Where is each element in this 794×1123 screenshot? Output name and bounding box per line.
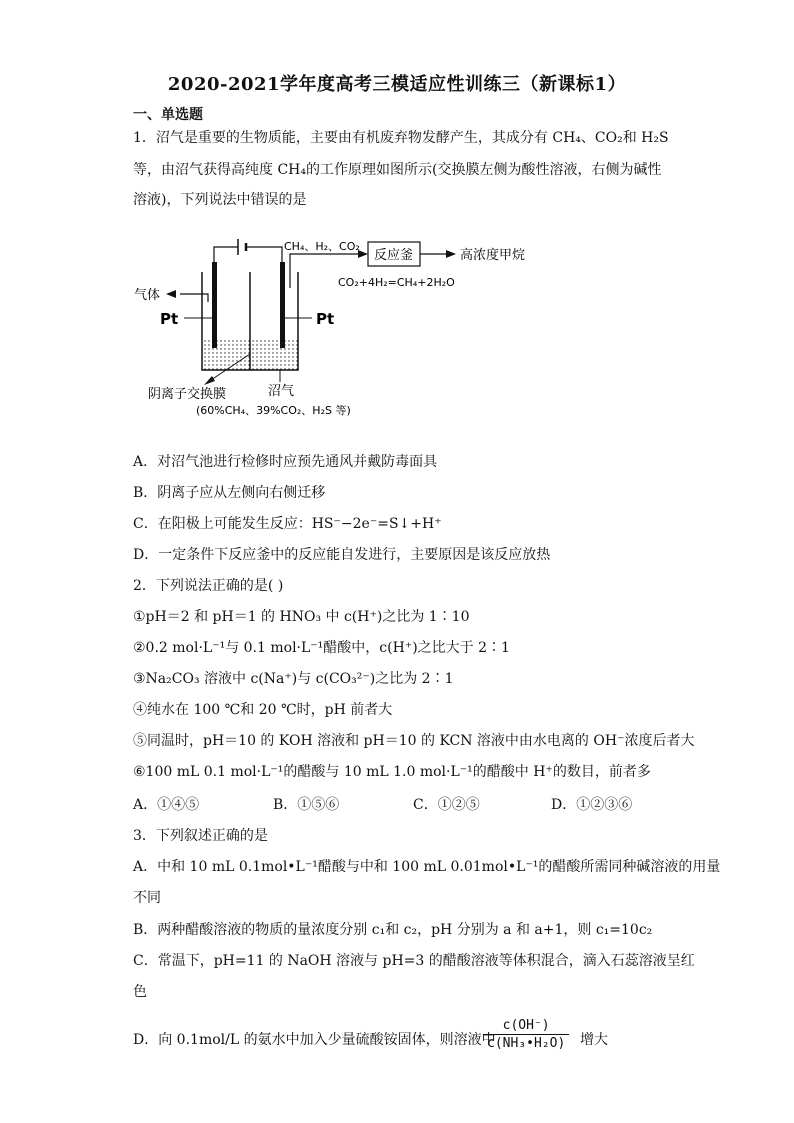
q2-item-1: ①pH＝2 和 pH＝1 的 HNO₃ 中 c(H⁺)之比为 1∶10 bbox=[133, 609, 470, 625]
q2-choices bbox=[133, 794, 673, 814]
q2-item-3: ③Na₂CO₃ 溶液中 c(Na⁺)与 c(CO₃²⁻)之比为 2∶1 bbox=[133, 671, 454, 687]
q1-option-b: B．阴离子应从左侧向右侧迁移 bbox=[133, 485, 326, 501]
biogas-label: 沼气 bbox=[268, 384, 295, 399]
membrane-pointer-arrow bbox=[204, 376, 215, 385]
product-label: 高浓度甲烷 bbox=[460, 248, 526, 263]
q1-option-a: A．对沼气池进行检修时应预先通风并戴防毒面具 bbox=[133, 454, 438, 470]
q3-option-d-prefix: D．向 0.1mol/L 的氨水中加入少量硫酸铵固体，则溶液中 bbox=[133, 1032, 496, 1048]
electrolysis-diagram bbox=[120, 232, 560, 422]
page-title: 2020-2021学年度高考三模适应性训练三（新课标1） bbox=[167, 74, 627, 95]
q2-item-5: ⑤同温时，pH＝10 的 KOH 溶液和 pH＝10 的 KCN 溶液中由水电离的 OH⁻浓度后者大 bbox=[133, 733, 695, 749]
q1-option-c: C．在阳极上可能发生反应：HS⁻−2e⁻=S↓+H⁺ bbox=[133, 516, 442, 532]
q3-fraction bbox=[483, 1018, 569, 1051]
q1-option-d: D．一定条件下反应釜中的反应能自发进行，主要原因是该反应放热 bbox=[133, 547, 551, 563]
pt-left-label: Pt bbox=[160, 310, 179, 328]
gas-top-label: CH₄、H₂、CO₂ bbox=[284, 240, 360, 253]
section-heading: 一、单选题 bbox=[133, 107, 203, 123]
q2-choice-b: B．①⑤⑥ bbox=[273, 797, 340, 813]
q3-option-b: B．两种醋酸溶液的物质的量浓度分别 c₁和 c₂，pH 分别为 a 和 a+1，则 c₁=10c₂ bbox=[133, 922, 653, 938]
electrode-right bbox=[280, 262, 285, 348]
q3-option-c: C．常温下，pH=11 的 NaOH 溶液与 pH=3 的醋酸溶液等体积混合，滴入石蕊溶液呈红 bbox=[133, 953, 695, 969]
q3-option-c-cont: 色 bbox=[133, 984, 147, 1000]
q1-line3: 溶液)，下列说法中错误的是 bbox=[133, 192, 307, 208]
q2-item-4: ④纯水在 100 ℃和 20 ℃时，pH 前者大 bbox=[133, 702, 393, 718]
gas-out-arrow bbox=[166, 290, 176, 298]
pt-right-label: Pt bbox=[316, 310, 335, 328]
q2-item-2: ②0.2 mol·L⁻¹与 0.1 mol·L⁻¹醋酸中，c(H⁺)之比大于 2∶1 bbox=[133, 640, 510, 656]
wire bbox=[214, 247, 238, 262]
electrode-left bbox=[212, 262, 217, 348]
fraction-numerator: c(OH⁻) bbox=[483, 1018, 569, 1035]
q2-choice-c: C．①②⑤ bbox=[413, 797, 480, 813]
reactor-label: 反应釜 bbox=[374, 248, 414, 263]
wire-right bbox=[246, 247, 282, 262]
product-arrow bbox=[446, 250, 456, 258]
q2-stem: 2．下列说法正确的是( ) bbox=[133, 578, 284, 594]
membrane-label: 阴离子交换膜 bbox=[148, 387, 227, 402]
q3-option-a-cont: 不同 bbox=[133, 890, 161, 906]
biogas-composition: (60%CH₄、39%CO₂、H₂S 等) bbox=[196, 404, 351, 417]
fraction-denominator: c(NH₃•H₂O) bbox=[487, 1036, 566, 1051]
gas-outlet-pipe bbox=[180, 294, 208, 302]
q3-option-d-suffix: 增大 bbox=[580, 1032, 608, 1048]
reaction-equation: CO₂+4H₂=CH₄+2H₂O bbox=[338, 276, 455, 289]
q2-item-6: ⑥100 mL 0.1 mol·L⁻¹的醋酸与 10 mL 1.0 mol·L⁻¹的醋酸中 H⁺的数目，前者多 bbox=[133, 764, 651, 780]
gas-out-label: 气体 bbox=[134, 288, 161, 303]
q2-choice-a: A．①④⑤ bbox=[133, 797, 200, 813]
q1-line2: 等，由沼气获得高纯度 CH₄的工作原理如图所示(交换膜左侧为酸性溶液，右侧为碱性 bbox=[133, 162, 662, 178]
q3-option-d bbox=[133, 1030, 496, 1050]
q3-stem: 3．下列叙述正确的是 bbox=[133, 828, 268, 844]
q3-option-a: A．中和 10 mL 0.1mol•L⁻¹醋酸与中和 100 mL 0.01mol•L⁻¹的醋酸所需同种碱溶液的用量 bbox=[133, 859, 721, 875]
q1-line1: 1．沼气是重要的生物质能，主要由有机废弃物发酵产生，其成分有 CH₄、CO₂和 H₂S bbox=[133, 130, 669, 146]
q2-choice-d: D．①②③⑥ bbox=[551, 797, 633, 813]
